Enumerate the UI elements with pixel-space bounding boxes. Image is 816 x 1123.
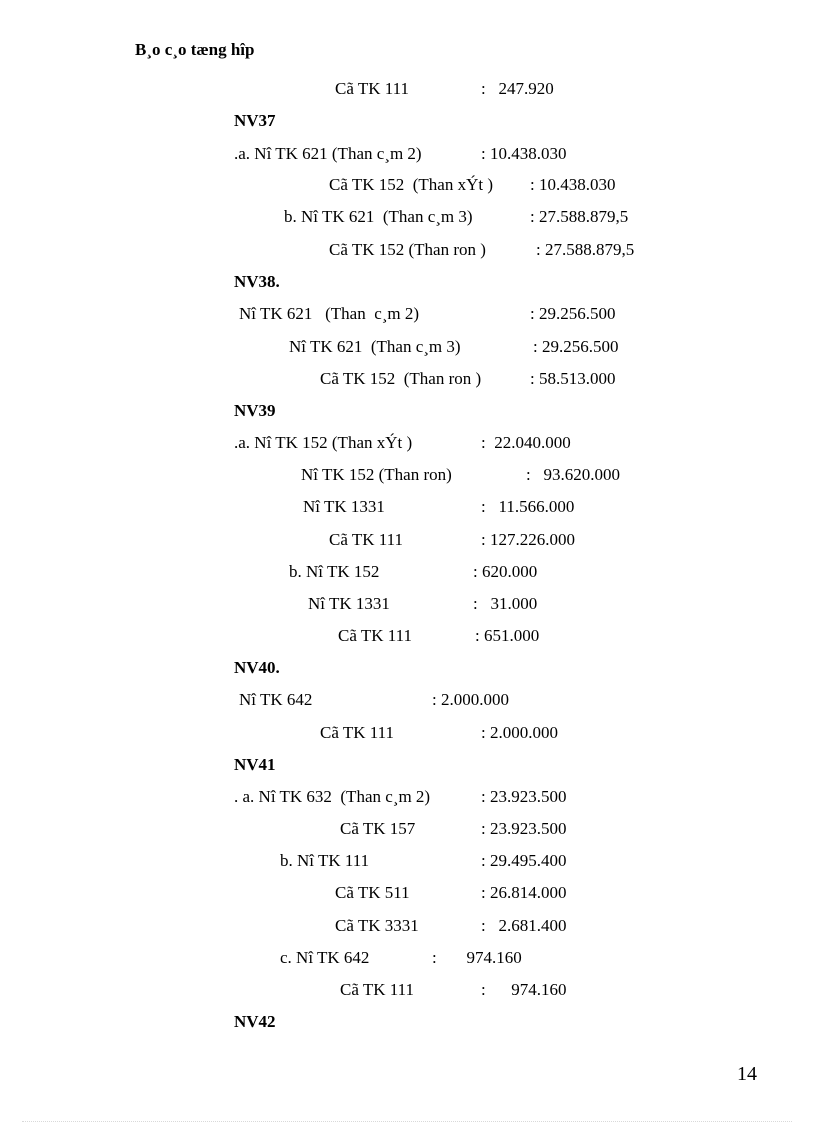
document-header: B¸o c¸o tæng hîp	[135, 40, 255, 59]
entry-label: Nî TK 1331	[303, 497, 385, 516]
entry-label: b. Nî TK 152	[289, 562, 380, 581]
entry-value: : 22.040.000	[481, 433, 571, 452]
entry-value: : 93.620.000	[526, 465, 620, 484]
entry-value: : 29.495.400	[481, 851, 567, 870]
entry-label: Cã TK 111	[340, 980, 414, 999]
section-heading-nv39: NV39	[234, 401, 276, 420]
entry-label: Cã TK 152 (Than ron )	[320, 369, 482, 388]
entry-value: : 651.000	[475, 626, 540, 645]
section-heading-nv40: NV40.	[234, 658, 280, 677]
entry-value: : 26.814.000	[481, 883, 567, 902]
entry-label: Nî TK 621 (Than c¸m 3)	[289, 337, 461, 356]
entry-value: : 58.513.000	[530, 369, 616, 388]
entry-value: : 2.000.000	[481, 723, 558, 742]
entry-value: : 10.438.030	[530, 175, 616, 194]
entry-value: : 27.588.879,5	[536, 240, 635, 259]
section-heading-nv38: NV38.	[234, 272, 280, 291]
entry-value: : 29.256.500	[530, 304, 616, 323]
section-heading-nv42: NV42	[234, 1012, 276, 1031]
entry-label: b. Nî TK 111	[280, 851, 370, 870]
entry-label: Cã TK 111	[320, 723, 394, 742]
entry-label: Cã TK 152 (Than ron )	[329, 240, 486, 259]
entry-label: Cã TK 152 (Than xÝt )	[329, 175, 493, 194]
entry-label: . a. Nî TK 632 (Than c¸m 2)	[234, 787, 431, 806]
entry-value: : 974.160	[432, 948, 522, 967]
entry-value: : 23.923.500	[481, 819, 567, 838]
entry-label: Nî TK 152 (Than ron)	[301, 465, 452, 484]
page-number: 14	[737, 1063, 757, 1085]
entry-value: : 23.923.500	[481, 787, 567, 806]
section-heading-nv37: NV37	[234, 111, 276, 130]
entry-value: : 2.681.400	[481, 916, 567, 935]
entry-value: : 2.000.000	[432, 690, 509, 709]
entry-value: : 27.588.879,5	[530, 207, 629, 226]
entry-label: Cã TK 111	[335, 79, 409, 98]
entry-value: : 127.226.000	[481, 530, 575, 549]
entry-label: Cã TK 511	[335, 883, 410, 902]
entry-label: Cã TK 111	[329, 530, 403, 549]
entry-value: : 31.000	[473, 594, 538, 613]
footer-divider	[22, 1121, 792, 1122]
entry-label: Cã TK 3331	[335, 916, 419, 935]
entry-value: : 247.920	[481, 79, 554, 98]
entry-label: Nî TK 621 (Than c¸m 2)	[239, 304, 420, 323]
entry-label: c. Nî TK 642	[280, 948, 370, 967]
entry-label: .a. Nî TK 152 (Than xÝt )	[234, 433, 413, 452]
entry-label: Cã TK 111	[338, 626, 412, 645]
entry-value: : 10.438.030	[481, 144, 567, 163]
entry-label: Nî TK 642	[239, 690, 313, 709]
entry-value: : 11.566.000	[481, 497, 575, 516]
entry-value: : 620.000	[473, 562, 538, 581]
entry-value: : 29.256.500	[533, 337, 619, 356]
entry-value: : 974.160	[481, 980, 567, 999]
section-heading-nv41: NV41	[234, 755, 276, 774]
entry-label: b. Nî TK 621 (Than c¸m 3)	[284, 207, 473, 226]
entry-label: Cã TK 157	[340, 819, 416, 838]
entry-label: Nî TK 1331	[308, 594, 390, 613]
entry-label: .a. Nî TK 621 (Than c¸m 2)	[234, 144, 422, 163]
